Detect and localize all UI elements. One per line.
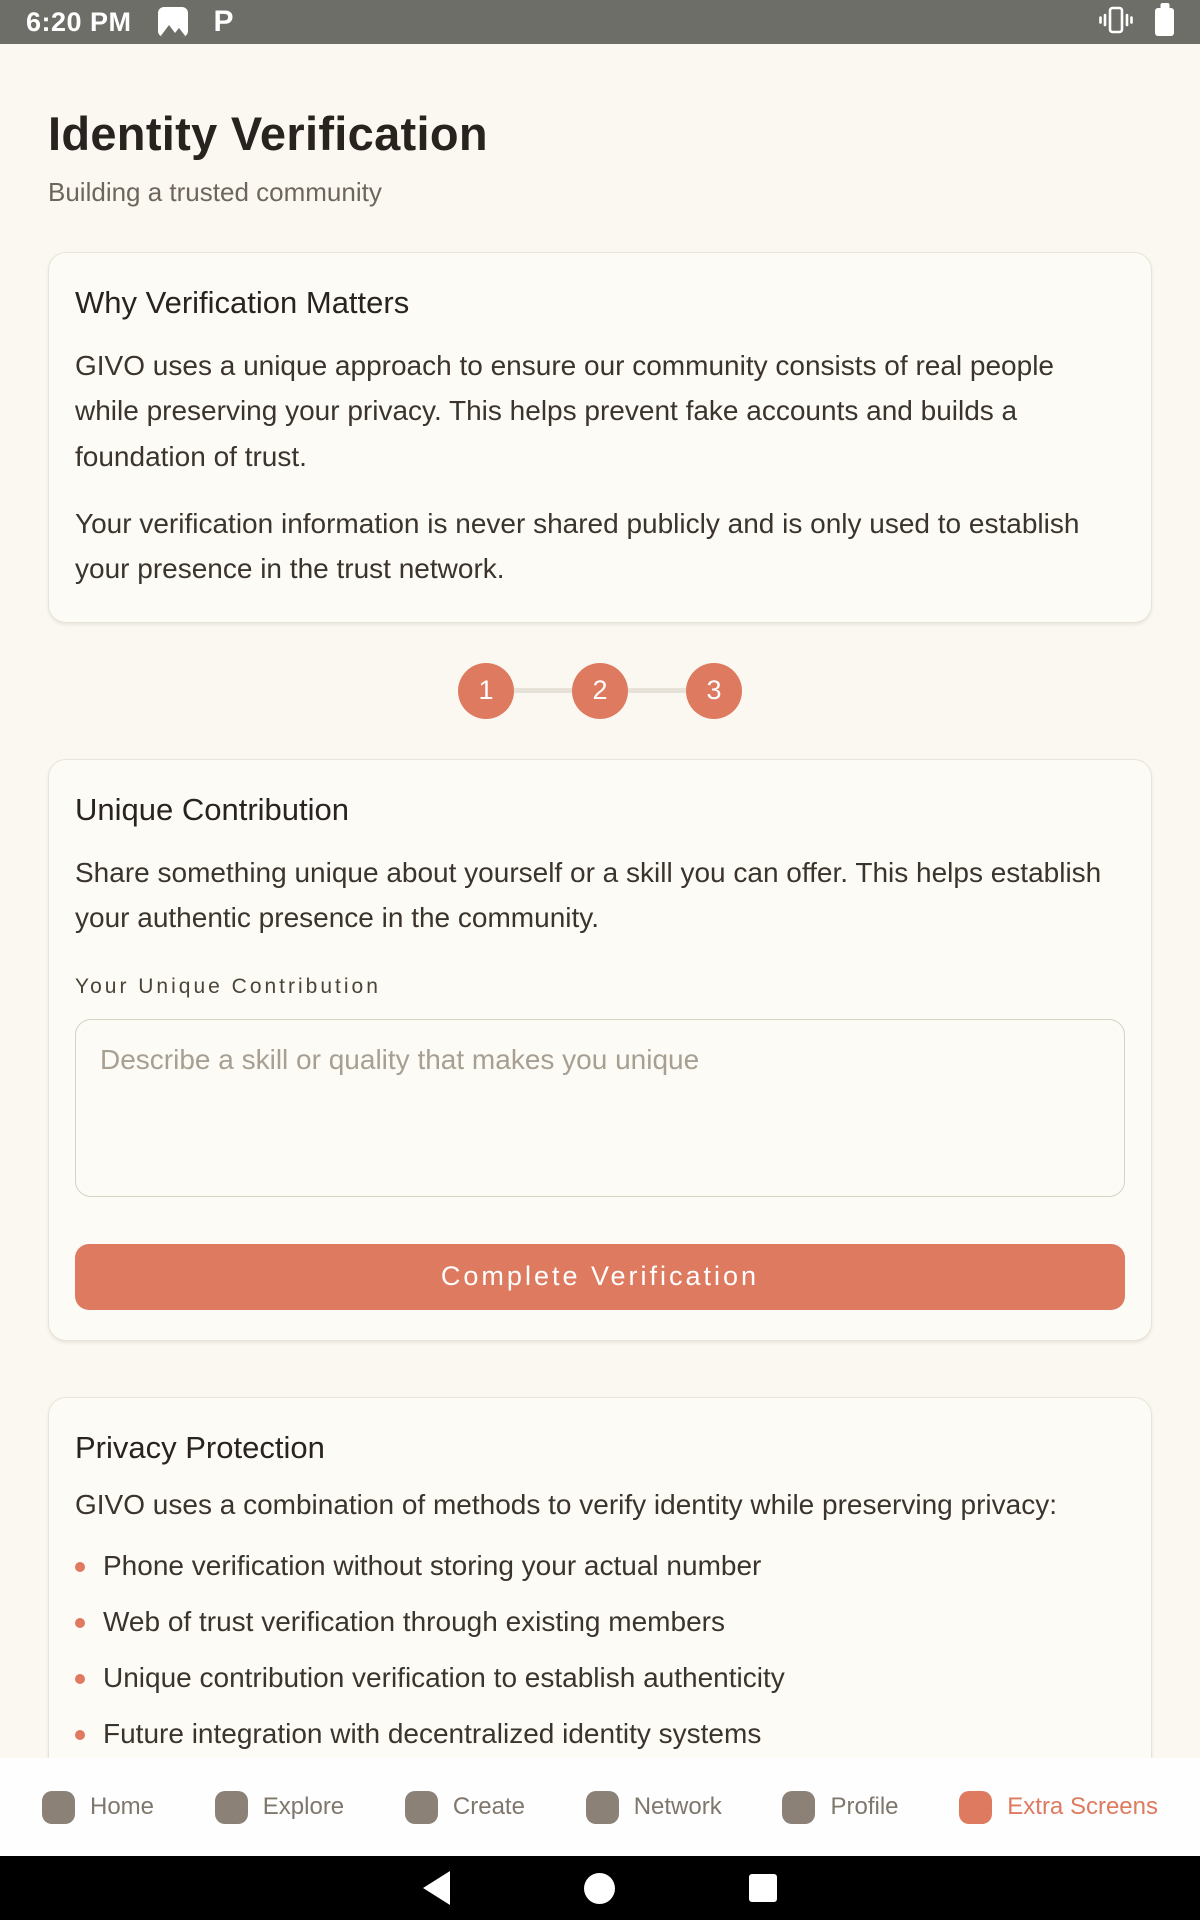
nav-item-profile[interactable] <box>782 1791 898 1824</box>
list-item <box>75 1659 1125 1697</box>
page-subtitle: Building a trusted community <box>48 177 382 207</box>
why-card-paragraph: Your verification information is never shared publicly and is only used to establish your presence in the trust network. <box>75 508 1080 585</box>
privacy-bullet-list <box>75 1547 1125 1753</box>
list-item <box>75 1547 1125 1585</box>
bullet-text: Future integration with decentralized identity systems <box>103 1717 762 1749</box>
image-notification-icon <box>158 7 188 37</box>
main-content <box>0 106 1200 1802</box>
nav-item-extra-screens[interactable] <box>959 1791 1158 1824</box>
vibrate-icon <box>1097 4 1135 41</box>
unique-contribution-card <box>48 759 1152 1341</box>
privacy-card-title: Privacy Protection <box>75 1429 325 1465</box>
bullet-text: Web of trust verification through existing members <box>103 1605 725 1637</box>
nav-item-network[interactable] <box>586 1791 722 1824</box>
bullet-dot-icon <box>75 1618 85 1628</box>
clock: 6:20 PM <box>26 6 132 37</box>
privacy-protection-card <box>48 1397 1152 1802</box>
home-icon <box>42 1791 75 1824</box>
step-2-circle[interactable]: 2 <box>572 663 628 719</box>
nav-label: Network <box>633 1793 722 1820</box>
step-connector <box>514 688 572 693</box>
step-3-circle[interactable]: 3 <box>686 663 742 719</box>
nav-item-home[interactable] <box>42 1791 154 1824</box>
page-title: Identity Verification <box>48 107 488 160</box>
back-icon[interactable] <box>423 1871 450 1905</box>
contribution-field-label: Your Unique Contribution <box>75 974 381 998</box>
step-indicator <box>48 663 1152 719</box>
status-bar-right <box>1097 4 1174 41</box>
nav-label: Extra Screens <box>1007 1793 1158 1820</box>
list-item <box>75 1715 1125 1753</box>
why-card-paragraph: GIVO uses a unique approach to ensure our community consists of real people while preserving your privacy. This helps prevent fake accounts and builds a foundation of trust. <box>75 350 1054 472</box>
privacy-card-intro: GIVO uses a combination of methods to verify identity while preserving privacy: <box>75 1488 1057 1520</box>
bullet-dot-icon <box>75 1562 85 1572</box>
profile-icon <box>782 1791 815 1824</box>
android-navigation-bar <box>0 1856 1200 1920</box>
step-1-circle[interactable]: 1 <box>458 663 514 719</box>
extra-screens-icon <box>959 1791 992 1824</box>
contribution-card-description: Share something unique about yourself or a skill you can offer. This helps establish your authentic presence in the community. <box>75 856 1102 934</box>
bullet-text: Unique contribution verification to establish authenticity <box>103 1661 785 1693</box>
recents-icon[interactable] <box>749 1874 777 1902</box>
home-icon[interactable] <box>584 1873 615 1904</box>
nav-label: Profile <box>830 1793 899 1820</box>
nav-label: Home <box>90 1793 155 1820</box>
contribution-card-title: Unique Contribution <box>75 791 350 827</box>
why-card-title: Why Verification Matters <box>75 285 410 320</box>
explore-icon <box>215 1791 248 1824</box>
bullet-text: Phone verification without storing your actual number <box>103 1549 762 1581</box>
step-connector <box>628 688 686 693</box>
unique-contribution-input[interactable] <box>75 1019 1125 1197</box>
nav-label: Explore <box>262 1793 345 1820</box>
nav-item-explore[interactable] <box>215 1791 344 1824</box>
bullet-dot-icon <box>75 1674 85 1684</box>
status-bar <box>0 0 1200 44</box>
why-verification-card <box>48 252 1152 623</box>
bullet-dot-icon <box>75 1730 85 1740</box>
p-notification-icon: P <box>213 5 234 38</box>
status-bar-left <box>26 7 234 38</box>
network-icon <box>586 1791 619 1824</box>
complete-verification-button[interactable]: Complete Verification <box>75 1244 1125 1310</box>
bottom-navigation <box>0 1758 1200 1856</box>
list-item <box>75 1603 1125 1641</box>
nav-item-create[interactable] <box>405 1791 525 1824</box>
battery-icon <box>1155 8 1174 36</box>
nav-label: Create <box>452 1793 525 1820</box>
create-icon <box>405 1791 438 1824</box>
